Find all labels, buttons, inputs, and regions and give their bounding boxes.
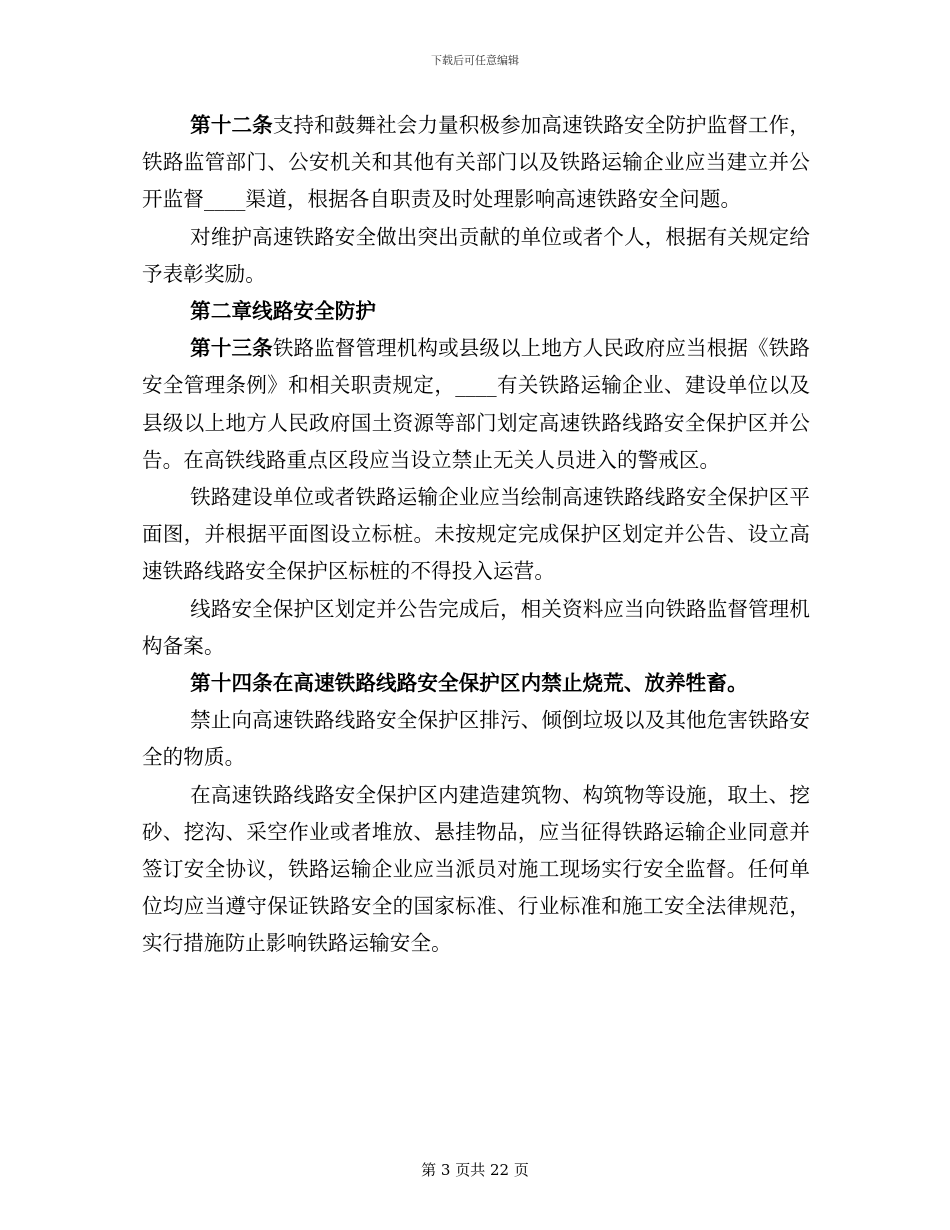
article-12-title: 第十二条 <box>190 113 273 137</box>
article-13-title: 第十三条 <box>190 336 273 361</box>
paragraph-reward <box>142 219 810 293</box>
paragraph-plan-map <box>142 479 810 591</box>
article-14-title: 第十四条在高速铁路线路安全保护区内禁止烧荒、放养牲畜。 <box>190 671 748 696</box>
document-body <box>142 107 810 963</box>
article-12-text: 支持和鼓舞社会力量积极参加高速铁路安全防护监督工作，铁路监管部门、公安机关和其他有关部门以及铁路运输企业应当建立并公开监督____渠道，根据各自职责及时处理影响高速铁路安全问题。 <box>142 113 810 212</box>
paragraph-filing <box>142 591 810 665</box>
paragraph-pollution <box>142 702 810 776</box>
pollution-text: 禁止向高速铁路线路安全保护区排污、倾倒垃圾以及其他危害铁路安全的物质。 <box>142 708 810 770</box>
reward-text: 对维护高速铁路安全做出突出贡献的单位或者个人，根据有关规定给予表彰奖励。 <box>142 224 810 286</box>
header-note: 下载后可任意编辑 <box>431 54 519 67</box>
chapter-2-heading <box>142 293 810 330</box>
article-13-text: 铁路监督管理机构或县级以上地方人民政府应当根据《铁路安全管理条例》和相关职责规定，____有关铁路运输企业、建设单位以及县级以上地方人民政府国土资源等部门划定高速铁路线路安全保护区并公告。在高铁线路重点区段应当设立禁止无关人员进入的警戒区。 <box>142 336 810 472</box>
paragraph-article-14 <box>142 665 810 702</box>
chapter-2-title: 第二章线路安全防护 <box>190 299 377 324</box>
construction-text: 在高速铁路线路安全保护区内建造建筑物、构筑物等设施，取土、挖砂、挖沟、采空作业或者堆放、悬挂物品，应当征得铁路运输企业同意并签订安全协议，铁路运输企业应当派员对施工现场实行安全监督。任何单位均应当遵守保证铁路安全的国家标准、行业标准和施工安全法律规范，实行措施防止影响铁路运输安全。 <box>142 782 810 956</box>
paragraph-article-13 <box>142 330 810 479</box>
paragraph-article-12 <box>142 107 810 219</box>
filing-text: 线路安全保护区划定并公告完成后，相关资料应当向铁路监督管理机构备案。 <box>142 596 810 658</box>
plan-map-text: 铁路建设单位或者铁路运输企业应当绘制高速铁路线路安全保护区平面图，并根据平面图设立标桩。未按规定完成保护区划定并公告、设立高速铁路线路安全保护区标桩的不得投入运营。 <box>142 485 810 584</box>
paragraph-construction <box>142 777 810 963</box>
page-number: 第 3 页共 22 页 <box>421 1161 529 1179</box>
